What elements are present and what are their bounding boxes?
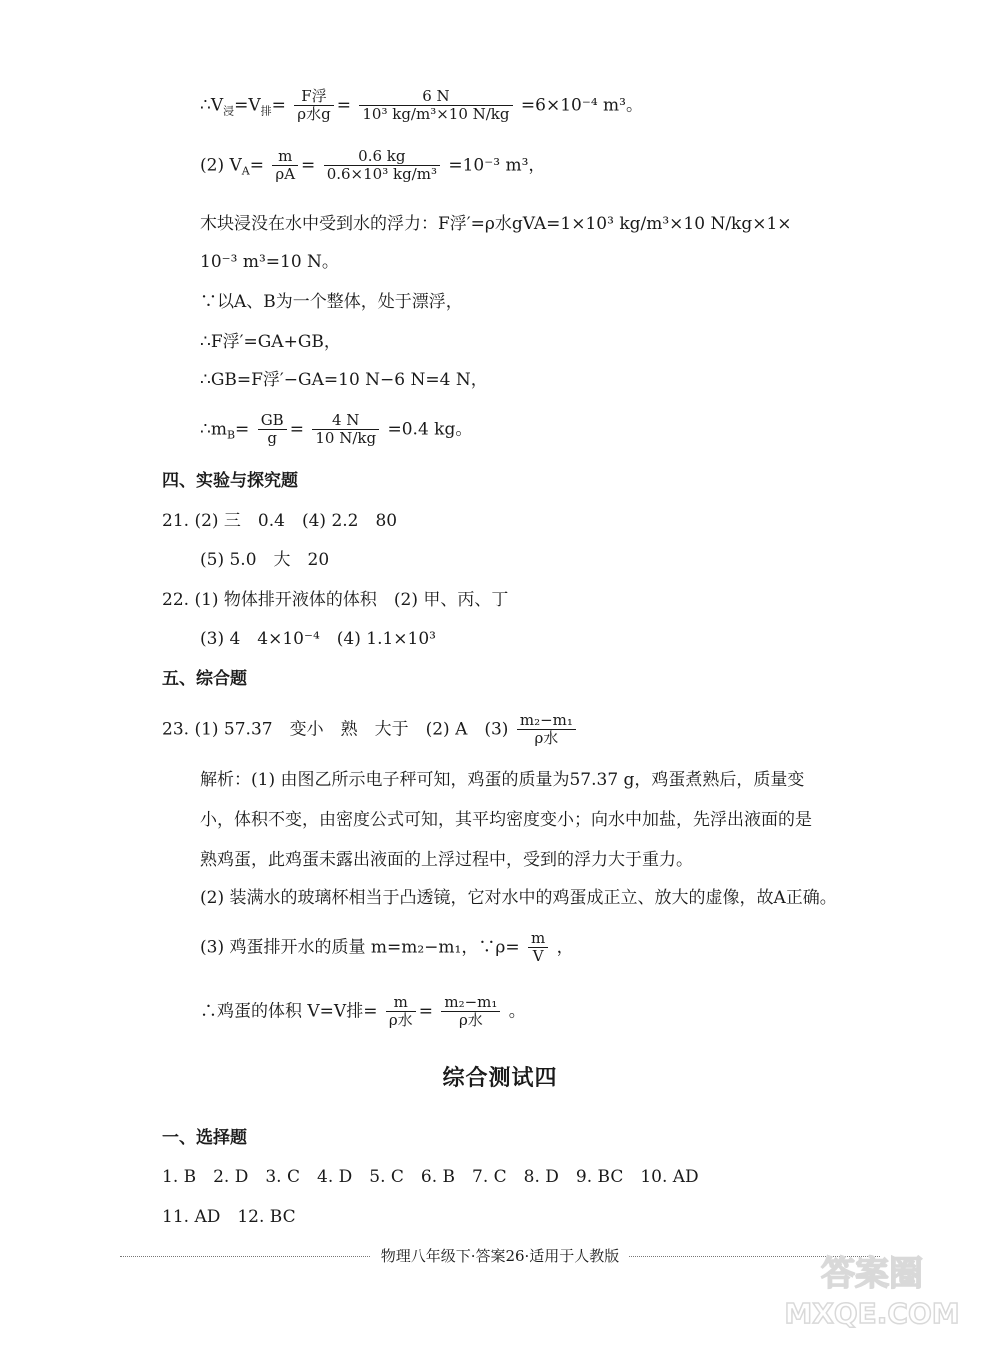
fraction: [528, 930, 548, 966]
calc-line-3: 木块浸没在水中受到水的浮力：F浮′=ρ水gVA=1×10³ kg/m³×10 N/kg×1×: [200, 214, 792, 234]
text: ∴V: [200, 95, 224, 116]
text: =: [418, 1001, 433, 1022]
fraction: [441, 994, 500, 1030]
numerator: 4 N: [312, 412, 379, 430]
text: ∴m: [200, 419, 227, 440]
denominator: 10³ kg/m³×10 N/kg: [362, 105, 510, 124]
text: =: [249, 155, 264, 176]
numerator: m: [272, 148, 298, 166]
denominator: 10 N/kg: [315, 429, 377, 448]
q21-answer-line-2: (5) 5.0 大 20: [200, 550, 330, 570]
fraction: [272, 148, 298, 184]
denominator: ρ水: [458, 1011, 483, 1030]
denominator: ρ水: [534, 729, 559, 748]
text: (3) 鸡蛋排开水的质量 m=m₂−m₁，∵ρ=: [200, 937, 520, 958]
numerator: m: [386, 994, 416, 1012]
calc-line-5: ∵以A、B为一个整体，处于漂浮，: [200, 292, 463, 312]
fraction: [517, 712, 576, 748]
text: =V: [234, 95, 261, 116]
section-4-heading: 四、实验与探究题: [162, 471, 298, 491]
calc-line-8: $\therefore m_B=$ $\frac{GB}{g}$ = $\frac{4 N}{10 N/kg}$ =0.4 kg。: [200, 411, 473, 448]
calc-line-1: $\therefore V_浸=V_排=$ $\frac{\text{F浮}}{\text{ρ水g}}$ = $\frac{6 N}{\text{10³ kg/m³×10 N/kg}}$ =6×10⁻⁴ m³。: [200, 87, 643, 124]
text: =: [271, 95, 286, 116]
denominator: ρA: [275, 165, 296, 184]
text: 23. (1) 57.37 变小 熟 大于 (2) A (3): [162, 719, 509, 740]
fraction: [386, 994, 416, 1030]
numerator: F浮: [294, 88, 333, 106]
text: A: [241, 164, 250, 178]
q22-answer-line-2: (3) 4 4×10⁻⁴ (4) 1.1×10³: [200, 629, 436, 649]
test-4-section-1-heading: 一、选择题: [162, 1128, 247, 1148]
text: ∴鸡蛋的体积 V=V排=: [200, 1001, 378, 1022]
footer-text: 物理八年级下·答案26·适用于人教版: [371, 1247, 630, 1265]
denominator: 0.6×10³ kg/m³: [326, 165, 437, 184]
text: ，: [556, 937, 574, 958]
numerator: GB: [258, 412, 287, 430]
watermark-logo: [762, 1243, 982, 1333]
analysis-line-1: 解析：(1) 由图乙所示电子秤可知，鸡蛋的质量为57.37 g，鸡蛋煮熟后，质量变: [200, 770, 805, 790]
fraction: [294, 88, 333, 124]
text: (2) V: [200, 155, 242, 176]
calc-line-2: (2) $V_A=$ $\frac{m}{\rho A}$ = $\frac{0.6 kg}{\text{0.6×10³ kg/m³}}$ =10⁻³ m³，: [200, 147, 546, 184]
calc-line-7: ∴GB=F浮′−GA=10 N−6 N=4 N，: [200, 370, 488, 390]
q21-answer-line-1: 21. (2) 三 0.4 (4) 2.2 80: [162, 511, 398, 531]
section-5-heading: 五、综合题: [162, 669, 247, 689]
svg-text:答案圈: 答案圈: [821, 1254, 923, 1294]
denominator: V: [532, 947, 544, 966]
denominator: ρ水g: [297, 105, 331, 124]
text: 浸: [223, 104, 235, 118]
svg-text:MXQE.COM: MXQE.COM: [784, 1297, 960, 1330]
choice-answers-line-1: 1. B 2. D 3. C 4. D 5. C 6. B 7. C 8. D 9. BC 10. AD: [162, 1167, 699, 1187]
test-4-title: 综合测试四: [442, 1066, 558, 1091]
text: 。: [508, 1001, 526, 1022]
denominator: ρ水: [388, 1011, 413, 1030]
fraction: [359, 88, 512, 124]
numerator: 0.6 kg: [324, 148, 440, 166]
text: =10⁻³ m³，: [448, 155, 546, 176]
text: =: [235, 419, 250, 440]
denominator: g: [267, 429, 277, 448]
text: 排: [260, 104, 272, 118]
text: B: [226, 428, 236, 442]
q22-answer-line-1: 22. (1) 物体排开液体的体积 (2) 甲、丙、丁: [162, 590, 509, 610]
q23-answer-line: [162, 712, 579, 748]
fraction: [258, 412, 287, 448]
numerator: 6 N: [359, 88, 512, 106]
numerator: m: [528, 930, 548, 948]
choice-answers-line-2: 11. AD 12. BC: [162, 1207, 296, 1227]
analysis-line-3: 熟鸡蛋，此鸡蛋未露出液面的上浮过程中，受到的浮力大于重力。: [200, 850, 693, 870]
numerator: m₂−m₁: [517, 712, 576, 730]
calc-line-6: ∴F浮′=GA+GB，: [200, 332, 341, 352]
analysis-line-5: [200, 930, 574, 966]
numerator: m₂−m₁: [441, 994, 500, 1012]
text: =6×10⁻⁴ m³。: [520, 95, 643, 116]
fraction: [312, 412, 379, 448]
analysis-line-6: [200, 994, 526, 1030]
text: =0.4 kg。: [387, 419, 473, 440]
analysis-line-4: (2) 装满水的玻璃杯相当于凸透镜，它对水中的鸡蛋成正立、放大的虚像，故A正确。: [200, 888, 837, 908]
analysis-line-2: 小，体积不变，由密度公式可知，其平均密度变小；向水中加盐，先浮出液面的是: [200, 810, 812, 830]
fraction: [324, 148, 440, 184]
calc-line-4: 10⁻³ m³=10 N。: [200, 252, 339, 272]
